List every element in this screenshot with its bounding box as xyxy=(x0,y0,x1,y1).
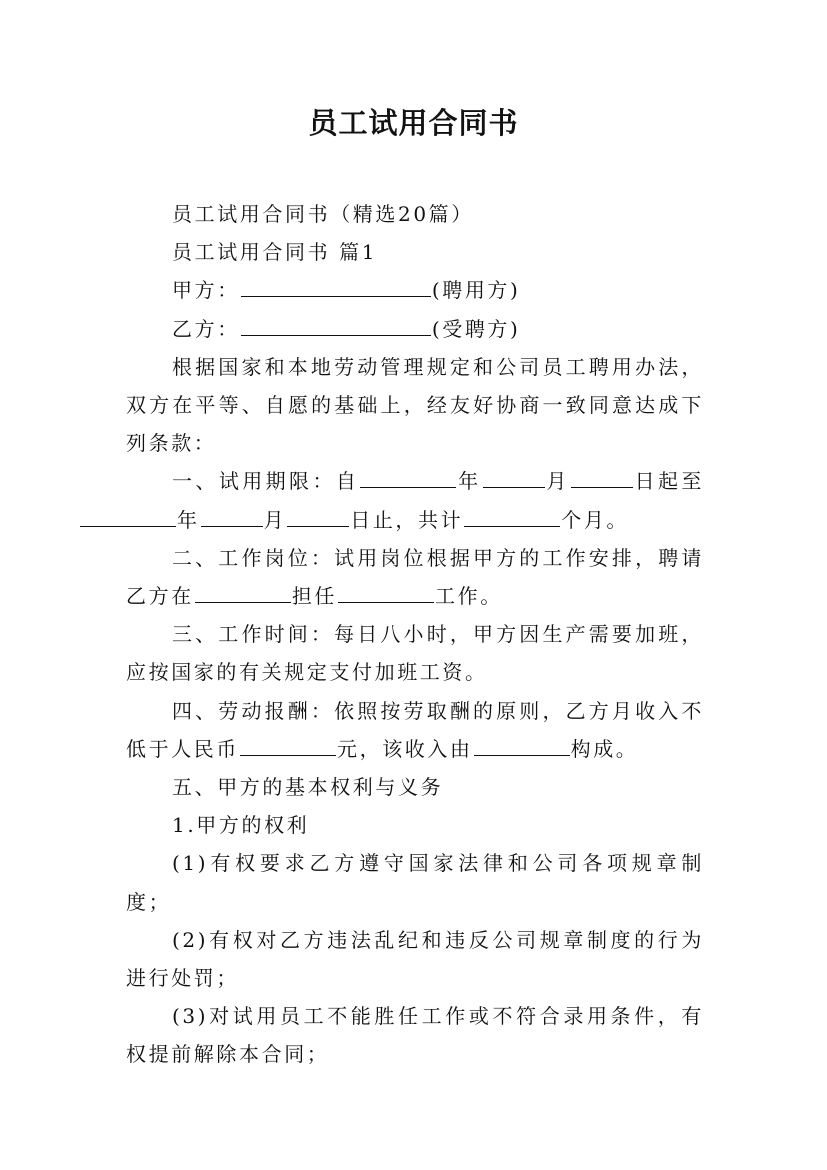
clause-1-text: 日起至 xyxy=(633,469,704,494)
end-day-blank xyxy=(287,506,349,527)
party-b-blank xyxy=(241,315,431,336)
salary-composition-blank xyxy=(474,735,570,756)
start-day-blank xyxy=(571,467,633,488)
clause-1 xyxy=(126,462,704,538)
intro-title: 员工试用合同书（精选20篇） xyxy=(172,202,474,226)
party-b-label: 乙方： xyxy=(172,316,240,341)
start-month-blank xyxy=(483,467,545,488)
clause-1-text: 日止，共计 xyxy=(350,507,464,532)
clause-1-text: 年 xyxy=(457,469,482,494)
sub-heading-rights: 1.甲方的权利 xyxy=(172,813,310,838)
party-a-suffix: (聘用方) xyxy=(431,278,521,303)
party-b-line xyxy=(126,310,704,348)
clause-2-text: 二、工作岗位：试用岗位根据甲方的工作安排，聘请乙方在 xyxy=(126,545,704,609)
clause-4-text: 构成。 xyxy=(570,736,639,761)
clause-4-text: 元，该收入由 xyxy=(337,736,473,761)
clause-4 xyxy=(126,692,704,768)
right-3: (3)对试用员工不能胜任工作或不符合录用条件，有权提前解除本合同； xyxy=(126,1004,704,1067)
preamble: 根据国家和本地劳动管理规定和公司员工聘用办法，双方在平等、自愿的基础上，经友好协商一致同意达成下列条款： xyxy=(126,354,704,456)
clause-2-text: 担任 xyxy=(291,584,338,609)
clause-1-text: 月 xyxy=(545,469,570,494)
clause-2 xyxy=(126,539,704,615)
end-month-blank xyxy=(201,506,263,527)
section-heading: 员工试用合同书 篇1 xyxy=(172,240,378,265)
clause-1-text: 个月。 xyxy=(561,507,630,532)
clause-4-text: 四、劳动报酬：依照按劳取酬的原则，乙方月收入不低于人民币 xyxy=(126,698,704,761)
start-year-blank xyxy=(360,467,456,488)
party-a-line xyxy=(126,271,704,309)
party-b-suffix: (受聘方) xyxy=(431,316,521,341)
clause-1-text: 一、试用期限：自 xyxy=(172,469,360,494)
party-a-blank xyxy=(241,276,431,297)
end-year-blank xyxy=(80,506,176,527)
position-blank xyxy=(338,582,434,603)
salary-blank xyxy=(240,735,336,756)
right-1: (1)有权要求乙方遵守国家法律和公司各项规章制度； xyxy=(126,851,704,914)
document-body xyxy=(126,195,704,1074)
party-a-label: 甲方： xyxy=(172,278,240,303)
right-2: (2)有权对乙方违法乱纪和违反公司规章制度的行为进行处罚； xyxy=(126,927,704,991)
document-title: 员工试用合同书 xyxy=(308,106,519,140)
department-blank xyxy=(195,582,291,603)
clause-1-text: 月 xyxy=(263,507,287,532)
clause-3: 三、工作时间：每日八小时，甲方因生产需要加班，应按国家的有关规定支付加班工资。 xyxy=(126,622,704,685)
clause-1-text: 年 xyxy=(177,507,200,532)
clause-2-text: 工作。 xyxy=(435,584,503,609)
total-months-blank xyxy=(464,506,560,527)
clause-5: 五、甲方的基本权利与义务 xyxy=(172,775,444,800)
